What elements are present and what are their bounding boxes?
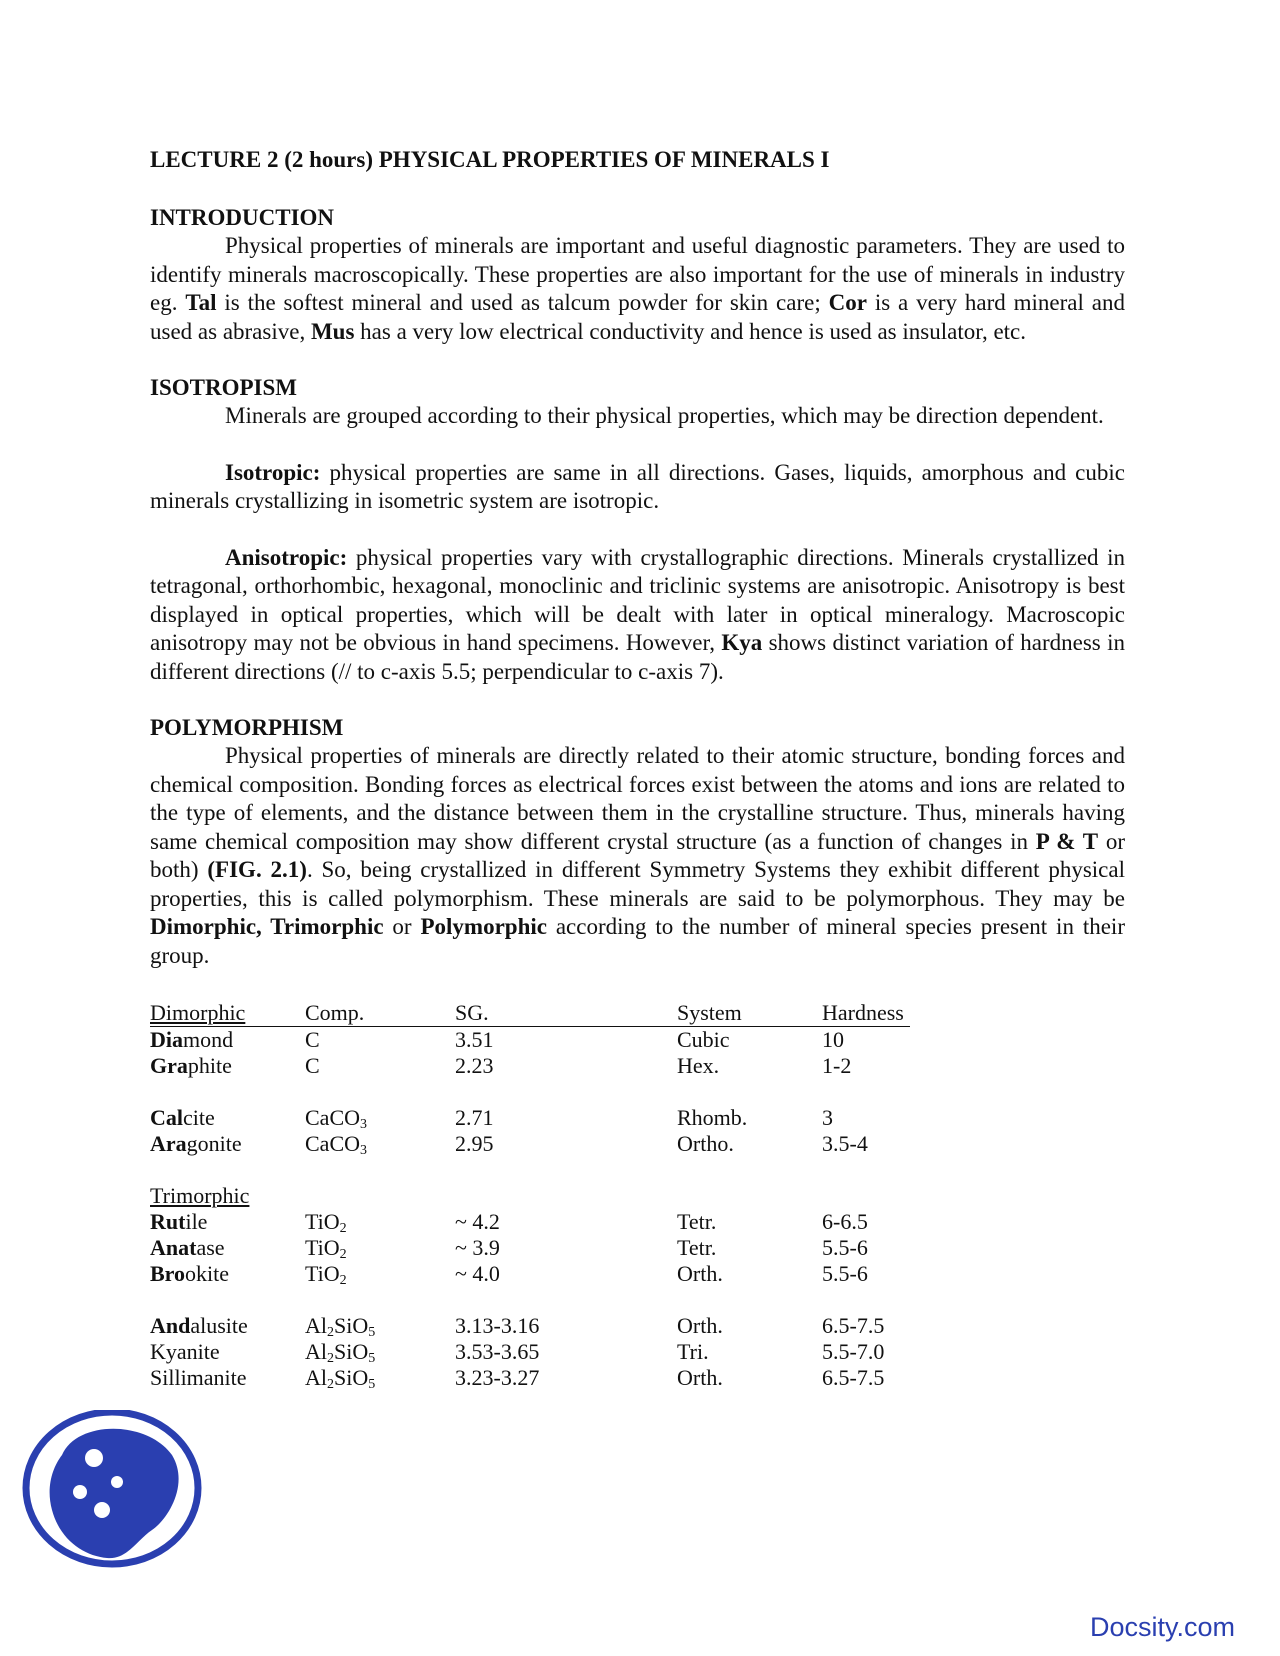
introduction-heading: INTRODUCTION — [150, 205, 335, 230]
page-title: LECTURE 2 (2 hours) PHYSICAL PROPERTIES OF MINERALS I — [150, 147, 830, 172]
header-sg: SG. — [455, 1000, 677, 1027]
mineral-system: Cubic — [677, 1027, 730, 1052]
mineral-sg: 2.71 — [455, 1105, 494, 1130]
mineral-sg: 3.23-3.27 — [455, 1365, 540, 1390]
formula-part: SiO — [334, 1339, 369, 1364]
table-row — [150, 1209, 910, 1235]
docsity-brand[interactable]: Docsity.com — [1090, 1612, 1236, 1642]
bold-term: (FIG. 2.1) — [207, 857, 307, 882]
mineral-hardness: 1-2 — [822, 1053, 852, 1078]
text-run: . So, being crystallized in different Symmetry Systems they exhibit different physical properties, this is called polymorphism. These minerals are said to be polymorphous. They may be — [150, 857, 1125, 911]
formula-subscript: 2 — [327, 1377, 334, 1392]
name-bold: Ara — [150, 1131, 187, 1156]
header-comp: Comp. — [305, 1000, 455, 1027]
table-row — [150, 1365, 910, 1391]
isotropism-paragraph: Minerals are grouped according to their physical properties, which may be direction dependent. — [225, 403, 1104, 428]
formula-subscript: 5 — [368, 1377, 376, 1392]
mineral-name — [150, 1027, 305, 1054]
text-run: Physical properties of minerals are important and useful diagnostic parameters. They are used to identify minerals macroscopically. These properties are also important for the use of minerals in industry eg. — [150, 233, 1125, 315]
name-rest: alusite — [190, 1313, 248, 1338]
mineral-name — [150, 1209, 305, 1235]
polymorphism-paragraph — [150, 742, 1125, 970]
mineral-name: Kyanite — [150, 1339, 220, 1364]
bold-term: Mus — [310, 318, 355, 344]
text-run: according to the number of mineral species present in their group. — [150, 914, 1125, 968]
formula-part: TiO — [305, 1209, 340, 1234]
mineral-name: Sillimanite — [150, 1365, 247, 1390]
formula-subscript: 2 — [339, 1273, 347, 1288]
table-row — [150, 1261, 910, 1287]
introduction-paragraph — [150, 232, 1125, 346]
bold-term: Cor — [828, 290, 867, 315]
name-rest: phite — [187, 1053, 232, 1078]
name-bold: Anat — [150, 1235, 197, 1260]
name-bold: Rut — [150, 1209, 186, 1234]
formula-part: SiO — [334, 1313, 369, 1338]
mineral-system: Orth. — [677, 1261, 723, 1286]
isotropism-section — [150, 374, 1125, 686]
mineral-name — [150, 1131, 305, 1157]
bold-term: Kya — [721, 630, 763, 655]
table-row — [150, 1131, 910, 1157]
mineral-system: Tri. — [677, 1339, 709, 1364]
mineral-hardness: 6.5-7.5 — [822, 1365, 885, 1390]
table-row — [150, 1053, 910, 1079]
bold-term: Tal — [185, 290, 217, 315]
table-row — [150, 1027, 910, 1054]
formula-part: CaCO — [305, 1105, 360, 1130]
mineral-hardness: 3 — [822, 1105, 833, 1130]
isotropism-heading: ISOTROPISM — [150, 375, 297, 400]
text-run: is a very hard mineral and used as abrasive, — [150, 290, 1125, 344]
anisotropic-paragraph — [150, 544, 1125, 687]
mineral-system: Hex. — [677, 1053, 720, 1078]
table-group-row — [150, 1183, 910, 1209]
mineral-comp — [305, 1339, 455, 1365]
polymorphism-heading: POLYMORPHISM — [150, 715, 344, 740]
table-row — [150, 1339, 910, 1365]
mineral-comp — [305, 1235, 455, 1261]
name-rest: cite — [183, 1105, 215, 1130]
mineral-comp — [305, 1131, 455, 1157]
name-bold: Cal — [150, 1105, 183, 1130]
mineral-hardness: 5.5-7.0 — [822, 1339, 885, 1364]
text-run: shows distinct variation of hardness in different directions (// to c-axis 5.5; perpendicular to c-axis 7). — [150, 630, 1125, 684]
mineral-system: Tetr. — [677, 1209, 717, 1234]
isotropic-paragraph — [150, 459, 1125, 516]
mineral-name — [150, 1235, 305, 1261]
document-page — [150, 146, 1125, 1391]
formula-part: SiO — [334, 1365, 369, 1390]
table-row — [150, 1105, 910, 1131]
formula-part: CaCO — [305, 1131, 360, 1156]
mineral-comp — [305, 1209, 455, 1235]
mineral-name — [150, 1313, 305, 1339]
trimorphic-label: Trimorphic — [150, 1183, 250, 1208]
formula-subscript: 3 — [360, 1117, 367, 1132]
introduction-section — [150, 204, 1125, 346]
mineral-sg: 3.51 — [455, 1027, 494, 1052]
docsity-logo-icon — [22, 1410, 202, 1570]
table-header-row — [150, 1000, 910, 1027]
text-run: Physical properties of minerals are directly related to their atomic structure, bonding forces and chemical composition. Bonding forces as electrical forces exist between the atoms and ions are related to the type of elements, and the distance between them in the crystalline structure. Thus, minerals having same chemical composition may show different crystal structure (as a function of changes in — [150, 743, 1125, 854]
name-rest: ase — [196, 1235, 225, 1260]
logo-dot — [85, 1449, 103, 1467]
mineral-table — [150, 1000, 910, 1391]
text-run: is the softest mineral and used as talcum powder for skin care; — [216, 290, 829, 315]
table-spacer — [150, 1157, 910, 1183]
formula-subscript: 5 — [368, 1325, 376, 1340]
name-bold: Gra — [150, 1053, 188, 1078]
mineral-sg: 3.13-3.16 — [455, 1313, 540, 1338]
mineral-system: Ortho. — [677, 1131, 734, 1156]
text-run: or both) — [150, 828, 1125, 882]
bold-term: P & T — [1035, 828, 1099, 854]
mineral-name — [150, 1105, 305, 1131]
logo-dot — [94, 1502, 110, 1518]
mineral-comp: C — [305, 1027, 320, 1052]
mineral-system: Orth. — [677, 1365, 723, 1390]
mineral-sg: ~ 4.0 — [455, 1261, 500, 1286]
mineral-system: Rhomb. — [677, 1105, 748, 1130]
mineral-sg: 3.53-3.65 — [455, 1339, 540, 1364]
mineral-hardness: 5.5-6 — [822, 1261, 868, 1286]
mineral-system: Tetr. — [677, 1235, 717, 1260]
formula-subscript: 3 — [360, 1143, 367, 1158]
formula-part: Al — [305, 1365, 327, 1390]
text-run: or — [383, 914, 421, 939]
text-run: has a very low electrical conductivity and hence is used as insulator, etc. — [354, 318, 1026, 344]
text-run: physical properties vary with crystallographic directions. Minerals crystallized in tetragonal, orthorhombic, hexagonal, monoclinic and triclinic systems are anisotropic. Anisotropy is best displayed in optical properties, which will be dealt with later in optical mineralogy. Macroscopic anisotropy may not be obvious in hand specimens. However, — [150, 544, 1125, 655]
logo-dot — [111, 1476, 123, 1488]
bold-term: Polymorphic — [420, 914, 547, 939]
table-spacer — [150, 1287, 910, 1313]
formula-part: Al — [305, 1339, 327, 1364]
mineral-hardness: 10 — [822, 1027, 844, 1052]
logo-dot — [73, 1485, 87, 1499]
mineral-hardness: 5.5-6 — [822, 1235, 868, 1260]
logo-graphic — [22, 1410, 202, 1570]
mineral-name — [150, 1261, 305, 1287]
mineral-hardness: 6-6.5 — [822, 1209, 868, 1234]
mineral-sg: ~ 3.9 — [455, 1235, 500, 1260]
name-bold: Dia — [150, 1027, 183, 1052]
mineral-hardness: 3.5-4 — [822, 1131, 868, 1156]
header-hardness: Hardness — [822, 1000, 910, 1027]
formula-subscript: 2 — [339, 1247, 347, 1262]
mineral-sg: 2.23 — [455, 1053, 494, 1078]
mineral-comp — [305, 1105, 455, 1131]
name-rest: okite — [185, 1261, 230, 1286]
table-row — [150, 1235, 910, 1261]
name-rest: ile — [185, 1209, 208, 1234]
mineral-sg: 2.95 — [455, 1131, 494, 1156]
isotropic-label: Isotropic: — [225, 459, 321, 485]
header-dimorphic: Dimorphic — [150, 1000, 305, 1027]
formula-subscript: 5 — [368, 1351, 376, 1366]
bold-term: Dimorphic, Trimorphic — [150, 914, 384, 939]
name-bold: And — [150, 1313, 191, 1338]
formula-part: TiO — [305, 1235, 340, 1260]
mineral-comp — [305, 1365, 455, 1391]
formula-subscript: 2 — [339, 1221, 347, 1236]
table-spacer — [150, 1079, 910, 1105]
formula-subscript: 2 — [327, 1351, 334, 1366]
mineral-system: Orth. — [677, 1313, 723, 1338]
polymorphism-section — [150, 714, 1125, 970]
anisotropic-label: Anisotropic: — [225, 544, 348, 570]
header-system: System — [677, 1000, 822, 1027]
mineral-name — [150, 1053, 305, 1079]
name-rest: mond — [183, 1027, 234, 1052]
name-bold: Bro — [150, 1261, 186, 1286]
formula-part: Al — [305, 1313, 327, 1338]
name-rest: gonite — [186, 1131, 242, 1156]
mineral-comp: C — [305, 1053, 320, 1078]
mineral-hardness: 6.5-7.5 — [822, 1313, 885, 1338]
mineral-sg: ~ 4.2 — [455, 1209, 500, 1234]
text-run: physical properties are same in all directions. Gases, liquids, amorphous and cubic minerals crystallizing in isometric system are isotropic. — [150, 459, 1125, 513]
formula-subscript: 2 — [327, 1325, 334, 1340]
formula-part: TiO — [305, 1261, 340, 1286]
table-row — [150, 1313, 910, 1339]
mineral-comp — [305, 1261, 455, 1287]
mineral-comp — [305, 1313, 455, 1339]
